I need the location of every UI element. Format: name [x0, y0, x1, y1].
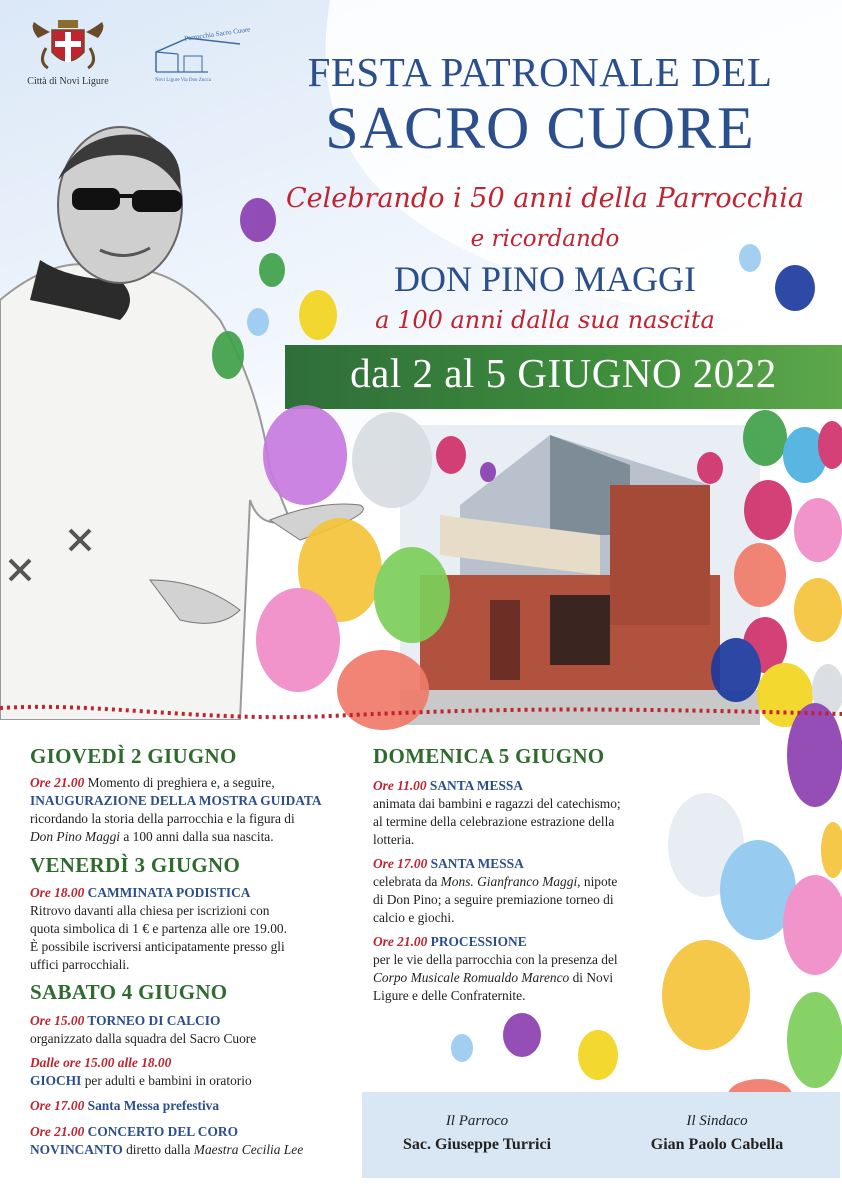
thursday-exhibition: INAUGURAZIONE DELLA MOSTRA GUIDATA	[30, 793, 322, 808]
crest-label: Città di Novi Ligure	[27, 76, 109, 87]
day-title-friday: VENERDÌ 3 GIUGNO	[30, 853, 241, 877]
subtitle-birth: a 100 anni dalla sua nascita	[375, 306, 715, 334]
friday-line-1: Ore 18.00 CAMMINATA PODISTICA	[30, 885, 251, 900]
day-title-saturday: SABATO 4 GIUGNO	[30, 980, 228, 1004]
sunday-line-6: celebrata da Mons. Gianfranco Maggi, nipote	[373, 874, 618, 889]
parish-logo-text: Parrocchia Sacro Cuore	[183, 25, 251, 43]
title-line-1: FESTA PATRONALE DEL	[307, 49, 773, 95]
sunday-line-4: lotteria.	[373, 832, 415, 847]
subtitle-anniversary: Celebrando i 50 anni della Parrocchia	[286, 183, 804, 214]
sunday-line-11: Corpo Musicale Romualdo Marenco di Novi	[373, 970, 614, 985]
sunday-line-10: per le vie della parrocchia con la presenza del	[373, 952, 618, 967]
mayor-role: Il Sindaco	[686, 1113, 748, 1129]
sunday-line-1: Ore 11.00 SANTA MESSA	[373, 778, 524, 793]
friday-line-3: quota simbolica di 1 € e partenza alle ore 19.00.	[30, 921, 287, 936]
parish-priest-role: Il Parroco	[445, 1113, 509, 1129]
friday-line-4: È possibile iscriversi anticipatamente presso gli	[30, 939, 285, 954]
saturday-line-2: organizzato dalla squadra del Sacro Cuore	[30, 1031, 257, 1046]
signature-box	[362, 1092, 840, 1178]
sunday-line-2: animata dai bambini e ragazzi del catechismo;	[373, 796, 621, 811]
sunday-line-9: Ore 21.00 PROCESSIONE	[373, 934, 527, 949]
sunday-line-7: di Don Pino; a seguire premiazione torneo di	[373, 892, 614, 907]
subtitle-name: DON PINO MAGGI	[394, 259, 696, 299]
friday-line-5: uffici parrocchiali.	[30, 957, 130, 972]
saturday-line-6: Ore 21.00 CONCERTO DEL CORO	[30, 1124, 238, 1139]
date-text: dal 2 al 5 GIUGNO 2022	[350, 350, 777, 396]
friday-line-2: Ritrovo davanti alla chiesa per iscrizioni con	[30, 903, 270, 918]
thursday-line-4: Don Pino Maggi a 100 anni dalla sua nascita.	[30, 829, 274, 844]
sunday-line-12: Ligure e delle Confraternite.	[373, 988, 526, 1003]
sunday-line-8: calcio e giochi.	[373, 910, 455, 925]
mayor-name: Gian Paolo Cabella	[650, 1136, 784, 1153]
saturday-line-7: NOVINCANTO diretto dalla Maestra Cecilia Lee	[30, 1142, 304, 1157]
saturday-line-5: Ore 17.00 Santa Messa prefestiva	[30, 1098, 220, 1113]
sunday-line-5: Ore 17.00 SANTA MESSA	[373, 856, 524, 871]
sunday-line-3: al termine della celebrazione estrazione della	[373, 814, 615, 829]
saturday-line-4: GIOCHI per adulti e bambini in oratorio	[30, 1073, 252, 1088]
subtitle-remembering: e ricordando	[470, 226, 620, 252]
day-title-sunday: DOMENICA 5 GIUGNO	[373, 744, 605, 768]
title-line-2: SACRO CUORE	[325, 95, 755, 161]
parish-logo-subtext: Novi Ligure Via Don Zucca	[155, 78, 211, 83]
thursday-line-3: ricordando la storia della parrocchia e la figura di	[30, 811, 295, 826]
parish-priest-name: Sac. Giuseppe Turrici	[402, 1136, 552, 1153]
thursday-line-1: Ore 21.00 Momento di preghiera e, a seguire,	[30, 775, 275, 790]
day-title-thursday: GIOVEDÌ 2 GIUGNO	[30, 744, 237, 768]
scalloped-divider	[0, 700, 842, 724]
saturday-line-1: Ore 15.00 TORNEO DI CALCIO	[30, 1013, 221, 1028]
saturday-line-3: Dalle ore 15.00 alle 18.00	[30, 1055, 172, 1070]
